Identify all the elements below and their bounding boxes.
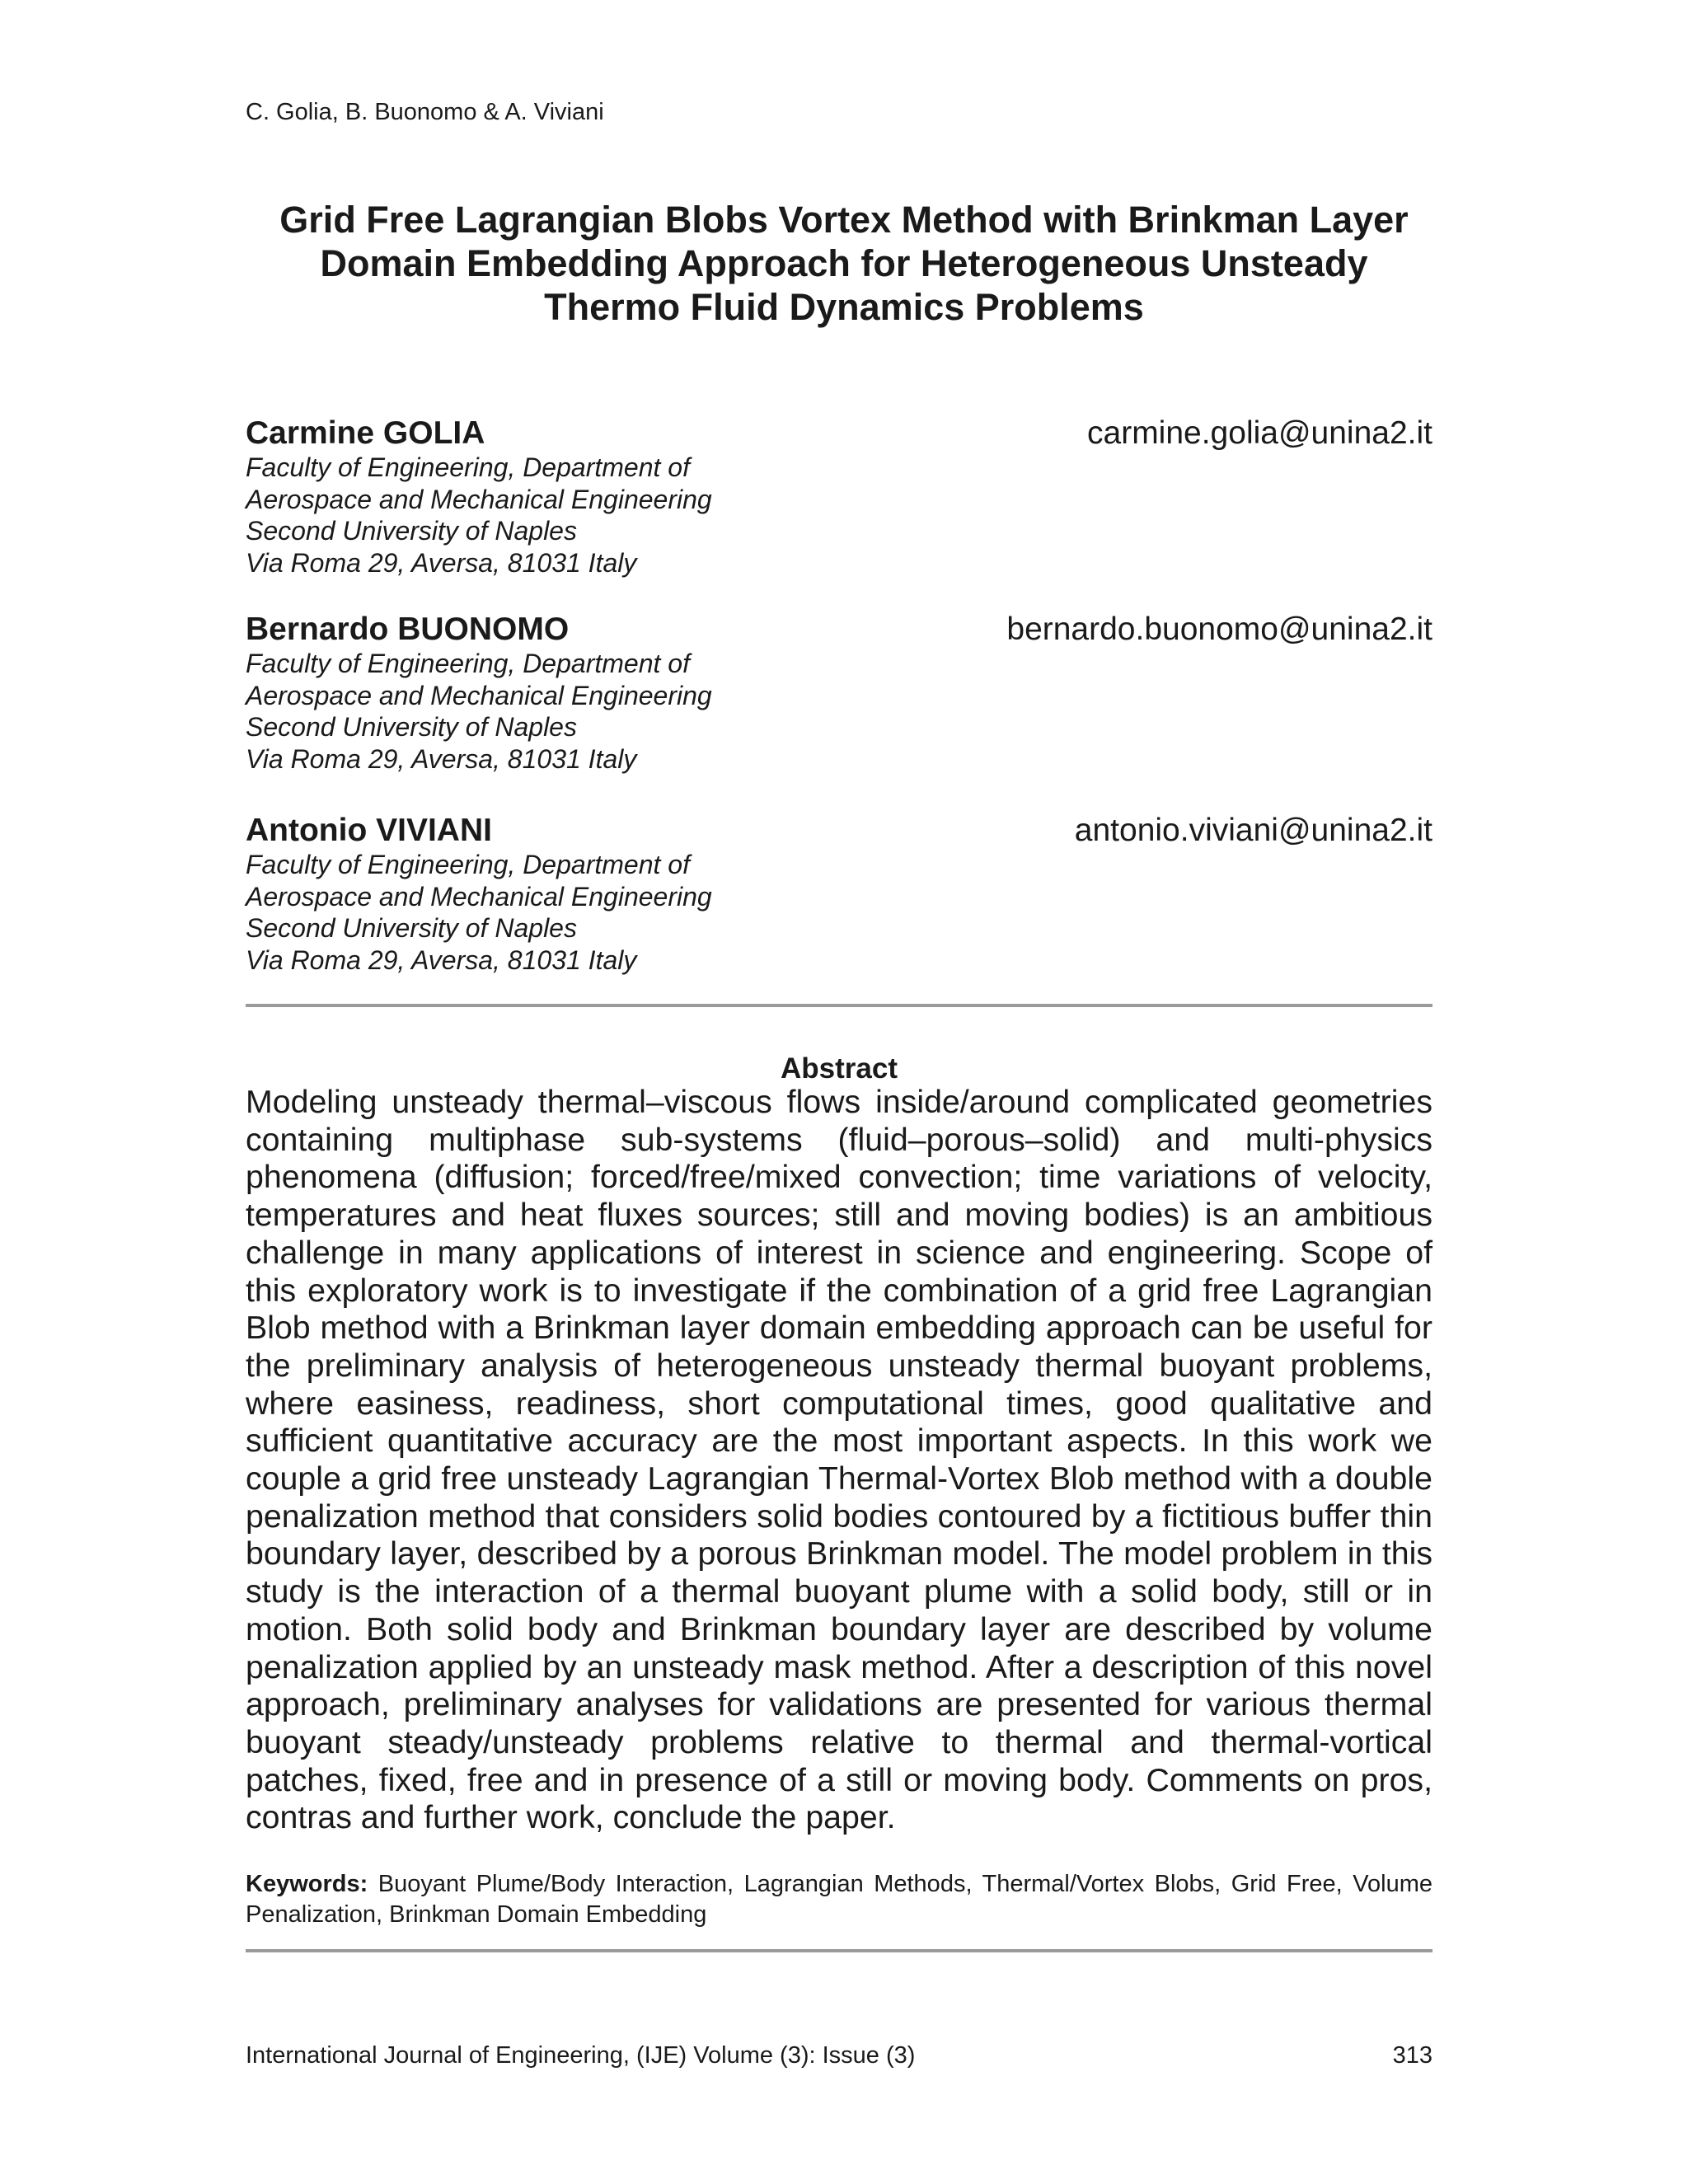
affiliation-line: Aerospace and Mechanical Engineering bbox=[246, 484, 712, 514]
author-name: Antonio VIVIANI bbox=[246, 813, 492, 848]
affiliation-line: Faculty of Engineering, Department of bbox=[246, 850, 690, 879]
affiliation-line: Second University of Naples bbox=[246, 516, 577, 546]
affiliation-line: Faculty of Engineering, Department of bbox=[246, 649, 690, 678]
author-block-buonomo bbox=[246, 612, 1432, 775]
abstract-body: Modeling unsteady thermal–viscous flows inside/around complicated geometries containing multiphase sub-systems (fluid–porous–solid) and multi-physics phenomena (diffusion; forced/free/mixed convection; time variations of velocity, temperatures and heat fluxes sources; still and moving bodies) is an ambitious challenge in many applications of interest in science and engineering. Scope of this exploratory work is to investigate if the combination of a grid free Lagrangian Blob method with a Brinkman layer domain embedding approach can be useful for the preliminary analysis of heterogeneous unsteady thermal buoyant problems, where easiness, readiness, short computational times, good qualitative and sufficient quantitative accuracy are the most important aspects. In this work we couple a grid free unsteady Lagrangian Thermal-Vortex Blob method with a double penalization method that considers solid bodies contoured by a fictitious buffer thin boundary layer, described by a porous Brinkman model. The model problem in this study is the interaction of a thermal buoyant plume with a solid body, still or in motion. Both solid body and Brinkman boundary layer are described by volume penalization applied by an unsteady mask method. After a description of this novel approach, preliminary analyses for validations are presented for various thermal buoyant steady/unsteady problems relative to thermal and thermal-vortical patches, fixed, free and in presence of a still or moving body. Comments on pros, contras and further work, conclude the paper. bbox=[246, 1084, 1432, 1836]
affiliation-line: Via Roma 29, Aversa, 81031 Italy bbox=[246, 743, 637, 774]
running-head: C. Golia, B. Buonomo & A. Viviani bbox=[246, 99, 604, 125]
author-block-viviani bbox=[246, 813, 1432, 976]
affiliation-line: Via Roma 29, Aversa, 81031 Italy bbox=[246, 547, 637, 578]
divider bbox=[246, 1949, 1432, 1952]
footer-journal: International Journal of Engineering, (IJE) Volume (3): Issue (3) bbox=[246, 2042, 916, 2069]
affiliation-line: Via Roma 29, Aversa, 81031 Italy bbox=[246, 944, 637, 975]
affiliation-line: Second University of Naples bbox=[246, 712, 577, 742]
author-email[interactable]: bernardo.buonomo@unina2.it bbox=[1006, 612, 1432, 647]
paper-title bbox=[206, 198, 1482, 329]
divider bbox=[246, 1004, 1432, 1007]
affiliation-line: Faculty of Engineering, Department of bbox=[246, 452, 690, 482]
keywords-label: Keywords: bbox=[246, 1871, 368, 1897]
author-email[interactable]: carmine.golia@unina2.it bbox=[1087, 415, 1432, 451]
author-block-golia bbox=[246, 415, 1432, 579]
affiliation-line: Aerospace and Mechanical Engineering bbox=[246, 680, 712, 710]
author-name: Bernardo BUONOMO bbox=[246, 612, 570, 647]
keywords-text: Buoyant Plume/Body Interaction, Lagrangian Methods, Thermal/Vortex Blobs, Grid Free, Volume Penalization, Brinkman Domain Embedding bbox=[246, 1871, 1432, 1928]
title-line: Domain Embedding Approach for Heterogeneous Unsteady bbox=[320, 242, 1368, 284]
title-line: Grid Free Lagrangian Blobs Vortex Method with Brinkman Layer bbox=[279, 199, 1409, 241]
page-number: 313 bbox=[1392, 2042, 1432, 2069]
abstract-heading: Abstract bbox=[781, 1052, 898, 1085]
author-name: Carmine GOLIA bbox=[246, 415, 485, 451]
keywords bbox=[246, 1869, 1432, 1929]
author-email[interactable]: antonio.viviani@unina2.it bbox=[1074, 813, 1432, 848]
title-line: Thermo Fluid Dynamics Problems bbox=[544, 286, 1144, 328]
affiliation-line: Aerospace and Mechanical Engineering bbox=[246, 881, 712, 912]
affiliation-line: Second University of Naples bbox=[246, 913, 577, 943]
